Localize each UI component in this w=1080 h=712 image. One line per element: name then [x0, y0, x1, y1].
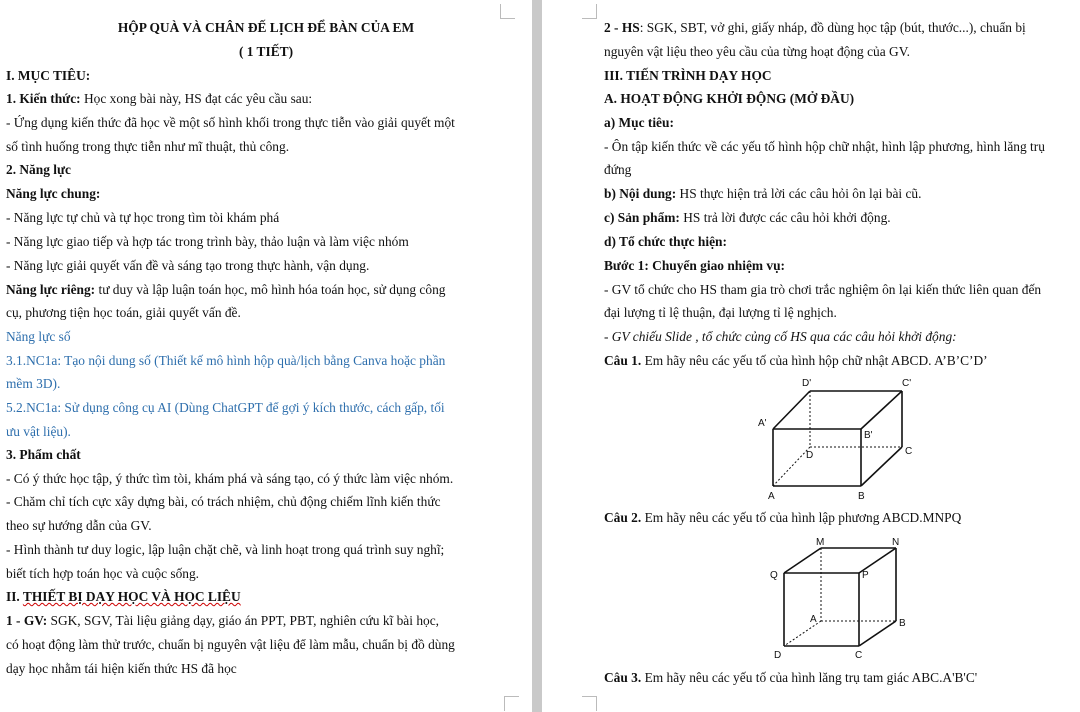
nang-luc-so-item: ưu vật liệu).: [6, 424, 71, 439]
corner-mark: [500, 4, 515, 19]
gv-text: SGK, SGV, Tài liệu giảng dạy, giáo án PPT, PBT, nghiên cứu kĩ bài học,: [47, 613, 440, 628]
list-item: - GV tổ chức cho HS tham gia trò chơi trắc nghiệm ôn lại kiến thức liên quan đến: [604, 282, 1042, 297]
nang-luc-so-item: 3.1.NC1a: Tạo nội dung số (Thiết kế mô hình hộp quà/lịch bằng Canva hoặc phần: [6, 353, 446, 368]
noi-dung-text: HS thực hiện trả lời các câu hỏi ôn lại bài cũ.: [676, 186, 922, 201]
vertex-label: Q: [770, 570, 778, 581]
vertex-label: C: [855, 650, 863, 661]
nang-luc-so-item: mềm 3D).: [6, 376, 61, 391]
nang-luc-rieng-label: Năng lực riêng:: [6, 282, 96, 297]
document-page-right: [542, 0, 1080, 712]
hs-line: [604, 20, 1072, 36]
heading-prefix: II.: [6, 589, 23, 604]
rectangular-box-figure: [752, 374, 922, 504]
paragraph-line: dạy học nhằm tái hiện kiến thức HS đã học: [6, 661, 237, 676]
paragraph-line: - Ôn tập kiến thức về các yếu tố hình hộp chữ nhật, hình lập phương, hình lăng trụ: [604, 139, 1045, 154]
doc-title: HỘP QUÀ VÀ CHÂN ĐẾ LỊCH ĐỂ BÀN CỦA EM: [117, 20, 415, 35]
san-pham-line: [604, 210, 1072, 226]
noi-dung-label: b) Nội dung:: [604, 186, 677, 201]
vertex-label: A': [758, 418, 767, 429]
vertex-label: A: [810, 614, 817, 625]
hs-text: : SGK, SBT, vở ghi, giấy nháp, đồ dùng học tập (bút, thước...), chuẩn bị: [639, 20, 1026, 35]
question-text: Em hãy nêu các yếu tố của hình hộp chữ nhật ABCD. A’B’C’D’: [641, 353, 988, 368]
nang-luc-so-item: 5.2.NC1a: Sử dụng công cụ AI (Dùng ChatGPT để gợi ý kích thước, cách gấp, tối: [6, 400, 445, 415]
heading-buoc-1: Bước 1: Chuyển giao nhiệm vụ:: [604, 258, 785, 273]
san-pham-label: c) Sản phẩm:: [604, 210, 680, 225]
gv-label: 1 - GV:: [6, 613, 48, 628]
paragraph-line: cụ, phương tiện học toán, giải quyết vấn đề.: [6, 305, 241, 320]
paragraph-line: nguyên vật liệu theo yêu cầu của từng hoạt động của GV.: [604, 44, 910, 59]
list-item: - Năng lực tự chủ và tự học trong tìm tòi khám phá: [6, 210, 280, 225]
corner-mark: [504, 696, 519, 711]
vertex-label: D: [806, 450, 814, 461]
list-item: - GV chiếu Slide , tổ chức củng cố HS qua các câu hỏi khởi động:: [604, 329, 957, 344]
question-2: [604, 510, 1072, 526]
heading-thiet-bi: [6, 589, 526, 605]
question-3: [604, 670, 1072, 686]
nang-luc-rieng-text: tư duy và lập luận toán học, mô hình hóa toán học, sử dụng công: [95, 282, 446, 297]
vertex-label: M: [816, 537, 825, 548]
heading-nang-luc-so: Năng lực số: [6, 329, 71, 344]
heading-khoi-dong: A. HOẠT ĐỘNG KHỞI ĐỘNG (MỞ ĐẦU): [604, 91, 855, 106]
doc-subtitle: ( 1 TIẾT): [238, 44, 294, 59]
question-text: Em hãy nêu các yếu tố của hình lập phương ABCD.MNPQ: [641, 510, 962, 525]
gv-line: [6, 613, 526, 629]
vertex-label: B: [899, 618, 906, 629]
noi-dung-line: [604, 186, 1072, 202]
question-label: Câu 1.: [604, 353, 642, 368]
vertex-label: B': [864, 430, 873, 441]
heading-tien-trinh: III. TIẾN TRÌNH DẠY HỌC: [604, 68, 772, 83]
paragraph-line: đại lượng tỉ lệ thuận, đại lượng tỉ lệ nghịch.: [604, 305, 837, 320]
nang-luc-rieng-line: [6, 282, 526, 298]
hs-label: 2 - HS: [604, 20, 640, 35]
list-item: - Năng lực giao tiếp và hợp tác trong trình bày, thảo luận và làm việc nhóm: [6, 234, 409, 249]
document-page-left: [0, 0, 532, 712]
vertex-label: A: [768, 491, 775, 502]
paragraph-line: biết tích hợp toán học và cuộc sống.: [6, 566, 200, 581]
heading-pham-chat: 3. Phẩm chất: [6, 447, 81, 462]
paragraph-line: có hoạt động làm thử trước, chuẩn bị nguyên vật liệu để làm mẫu, chuẩn bị đồ dùng: [6, 637, 455, 652]
heading-muc-tieu: I. MỤC TIÊU:: [6, 68, 91, 83]
heading-to-chuc: d) Tổ chức thực hiện:: [604, 234, 727, 249]
heading-muc-tieu-a: a) Mục tiêu:: [604, 115, 674, 130]
paragraph-line: - Ứng dụng kiến thức đã học về một số hình khối trong thực tiễn vào giải quyết một: [6, 115, 455, 130]
vertex-label: P: [862, 570, 869, 581]
heading-nang-luc: 2. Năng lực: [6, 162, 71, 177]
question-label: Câu 3.: [604, 670, 642, 685]
corner-mark: [582, 4, 597, 19]
page-gap: [532, 0, 542, 712]
vertex-label: N: [892, 537, 900, 548]
corner-mark: [582, 696, 597, 711]
paragraph-line: số tình huống trong thực tiễn như mĩ thuật, thủ công.: [6, 139, 290, 154]
question-1: [604, 353, 1072, 369]
list-item: - Năng lực giải quyết vấn đề và sáng tạo trong thực hành, vận dụng.: [6, 258, 370, 273]
san-pham-text: HS trả lời được các câu hỏi khởi động.: [679, 210, 891, 225]
vertex-label: C: [905, 446, 913, 457]
kien-thuc-text: Học xong bài này, HS đạt các yêu cầu sau:: [80, 91, 313, 106]
vertex-label: D: [774, 650, 782, 661]
vertex-label: D': [802, 378, 812, 389]
vertex-label: C': [902, 378, 912, 389]
kien-thuc-label: 1. Kiến thức:: [6, 91, 81, 106]
list-item: - Có ý thức học tập, ý thức tìm tòi, khám phá và sáng tạo, có ý thức làm việc nhóm.: [6, 471, 454, 486]
vertex-label: B: [858, 491, 865, 502]
list-item: - Chăm chỉ tích cực xây dựng bài, có trách nhiệm, chủ động chiếm lĩnh kiến thức: [6, 494, 441, 509]
paragraph-line: theo sự hướng dẫn của GV.: [6, 518, 152, 533]
paragraph-line: đứng: [604, 162, 632, 177]
question-text: Em hãy nêu các yếu tố của hình lăng trụ tam giác ABC.A'B'C': [641, 670, 978, 685]
question-label: Câu 2.: [604, 510, 642, 525]
kien-thuc-line: [6, 91, 526, 107]
heading-text: THIẾT BỊ DẠY HỌC VÀ HỌC LIỆU: [22, 589, 241, 604]
heading-nang-luc-chung: Năng lực chung:: [6, 186, 101, 201]
cube-figure: [764, 534, 909, 666]
list-item: - Hình thành tư duy logic, lập luận chặt chẽ, và linh hoạt trong quá trình suy nghĩ;: [6, 542, 445, 557]
